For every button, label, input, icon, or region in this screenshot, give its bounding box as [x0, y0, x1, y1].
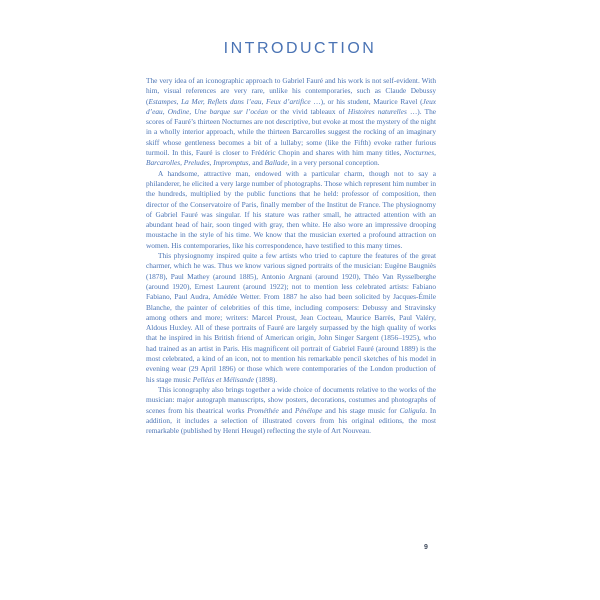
paragraph-3: This physiognomy inspired quite a few artists who tried to capture the features of the great charmer, which he was. Thus we know various signed portraits of the musician: Eugène Baugniès (1878), Paul Mathey (around 1885), Antonio Argnani (around 1920), Théo Van Rysselberghe (around 1920), Ernest Laurent (around 1922); not to mention less celebrated artists: Fabiano Fabiano, Paul Audra, Amédée Wetter. From 1887 he also had been solicited by Jacques-Émile Blanche, the painter of celebrities of this time, including composers: Debussy and Stravinsky among others and more; writers: Marcel Proust, Jean Cocteau, Maurice Barrès, Paul Valéry, Aldous Huxley. All of these portraits of Fauré are largely surpassed by the high quality of works that he inspired in his British friend of American origin, John Singer Sargent (1856–1925), who had trained as an artist in Paris. His magnificent oil portrait of Gabriel Fauré (around 1889) is the most celebrated, a kind of an icon, not to mention his remarkable pencil sketches of his model in evening wear (29 April 1896) or those which were contemporaries of the London production of his stage music Pelléas et Mélisande (1898). [146, 251, 436, 384]
body-text [146, 76, 436, 436]
paragraph-2: A handsome, attractive man, endowed with a particular charm, though not to say a philanderer, he elicited a very large number of photographs. Those which represent him number in the hundreds, multiplied by the public functions that he held: professor of composition, then director of the Conservatoire of Paris, finally member of the Institut de France. The physiognomy of Gabriel Fauré was singular. If his stature was rather small, he attracted attention with an abundant head of hair, soon tinged with gray, then white. He also wore an impressive drooping moustache in the style of his time. We know that the musician exerted a profound attraction on women. His contemporaries, like his correspondence, have testified to this many times. [146, 168, 436, 250]
paragraph-4: This iconography also brings together a wide choice of documents relative to the works of the musician: major autograph manuscripts, show posters, decorations, costumes and photographs of scenes from his theatrical works Prométhée and Pénélope and his stage music for Caligula. In addition, it includes a selection of illustrated covers from his original editions, the most remarkable (published by Henri Heugel) reflecting the style of Art Nouveau. [146, 384, 436, 436]
page-title: INTRODUCTION [223, 40, 377, 57]
page-number: 9 [424, 544, 428, 551]
paragraph-1: The very idea of an iconographic approach to Gabriel Fauré and his work is not self-evident. With him, visual references are very rare, unlike his contemporaries, such as Claude Debussy (Estampes, La Mer, Reflets dans l’eau, Feux d’artifice …), or his student, Maurice Ravel (Jeux d’eau, Ondine, Une barque sur l’océan or the vivid tableaux of Histoires naturelles …). The scores of Fauré’s thirteen Nocturnes are not descriptive, but evoke at most the mystery of the night in a wholly interior approach, while the thirteen Barcarolles suggest the rocking of an imaginary skiff whose gentleness becomes a bit of a lullaby; some (like the Fifth) evoke rather furious turmoil. In this, Fauré is closer to Frédéric Chopin and shares with him many titles, Nocturnes, Barcarolles, Preludes, Impromptus, and Ballade, in a very personal conception. [146, 76, 436, 168]
